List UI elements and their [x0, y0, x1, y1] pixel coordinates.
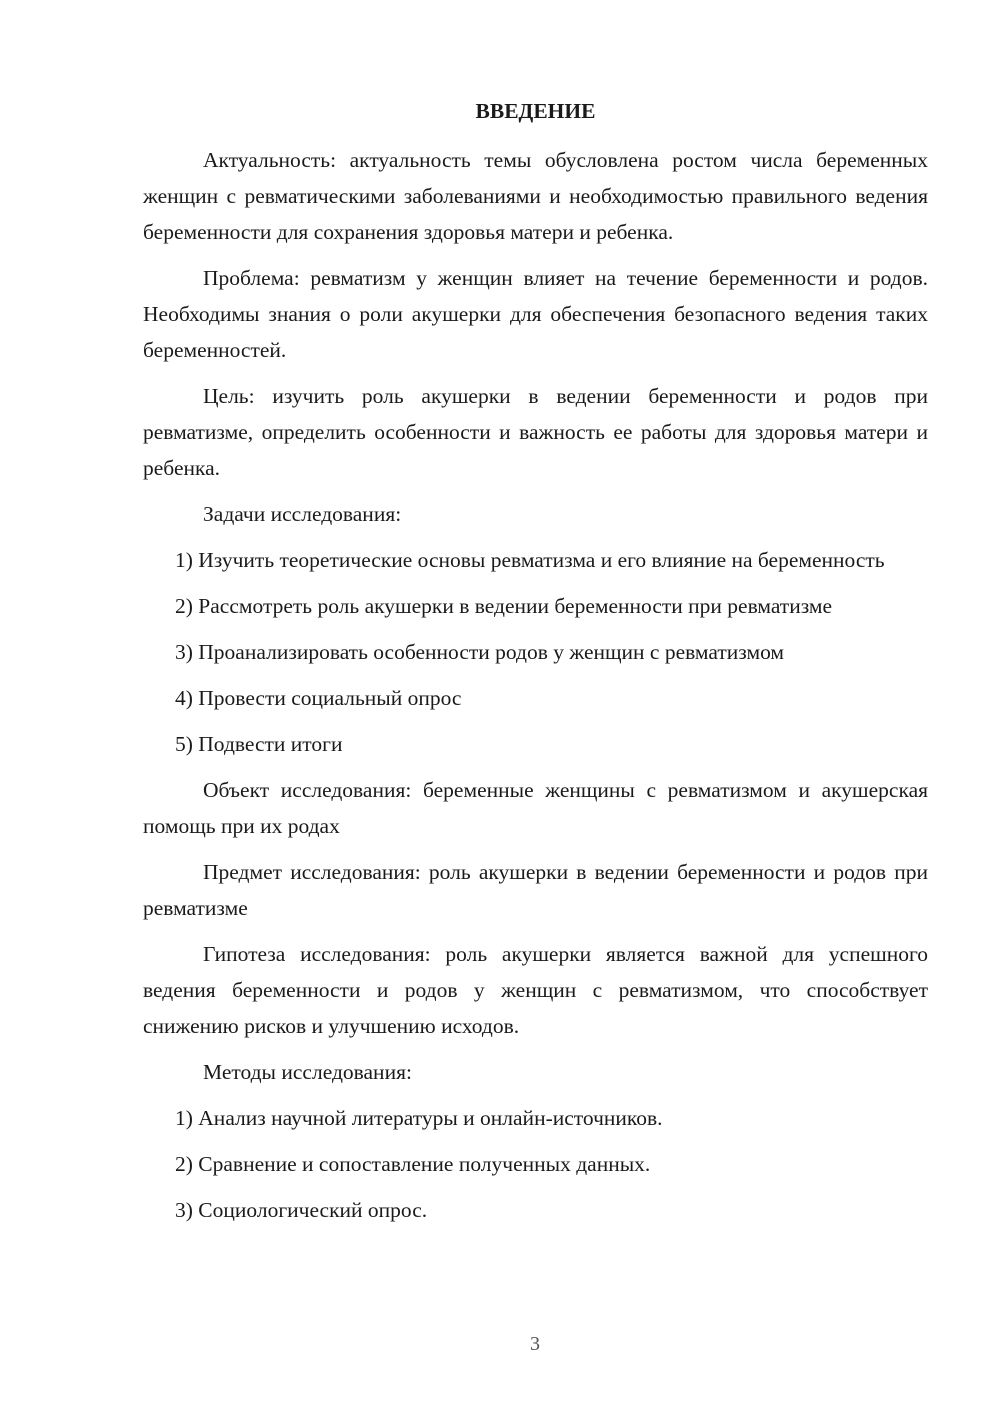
- object-paragraph: Объект исследования: беременные женщины с ревматизмом и акушерская помощь при их родах: [143, 778, 928, 838]
- section-title: ВВЕДЕНИЕ: [475, 99, 596, 123]
- method-item-3: 3) Социологический опрос.: [175, 1198, 428, 1222]
- document-page: [143, 96, 928, 1238]
- page-number: 3: [530, 1333, 540, 1355]
- relevance-paragraph: Актуальность: актуальность темы обусловлена ростом числа беременных женщин с ревматическими заболеваниями и необходимостью правильного ведения беременности для сохранения здоровья матери и ребенка.: [143, 148, 928, 244]
- method-item-2: 2) Сравнение и сопоставление полученных данных.: [175, 1152, 651, 1176]
- goal-paragraph: Цель: изучить роль акушерки в ведении беременности и родов при ревматизме, определить особенности и важность ее работы для здоровья матери и ребенка.: [143, 384, 928, 480]
- hypothesis-paragraph: Гипотеза исследования: роль акушерки является важной для успешного ведения беременности и родов у женщин с ревматизмом, что способствует снижению рисков и улучшению исходов.: [143, 942, 928, 1038]
- method-item-1: 1) Анализ научной литературы и онлайн-источников.: [175, 1106, 663, 1130]
- tasks-heading: Задачи исследования:: [203, 502, 402, 526]
- subject-paragraph: Предмет исследования: роль акушерки в ведении беременности и родов при ревматизме: [143, 860, 928, 920]
- task-item-4: 4) Провести социальный опрос: [175, 686, 462, 710]
- task-item-2: 2) Рассмотреть роль акушерки в ведении беременности при ревматизме: [175, 594, 833, 618]
- problem-paragraph: Проблема: ревматизм у женщин влияет на течение беременности и родов. Необходимы знания о роли акушерки для обеспечения безопасного ведения таких беременностей.: [143, 266, 928, 362]
- task-item-1: 1) Изучить теоретические основы ревматизма и его влияние на беременность: [175, 548, 885, 572]
- task-item-5: 5) Подвести итоги: [175, 732, 343, 756]
- task-item-3: 3) Проанализировать особенности родов у женщин с ревматизмом: [175, 640, 785, 664]
- methods-heading: Методы исследования:: [203, 1060, 412, 1084]
